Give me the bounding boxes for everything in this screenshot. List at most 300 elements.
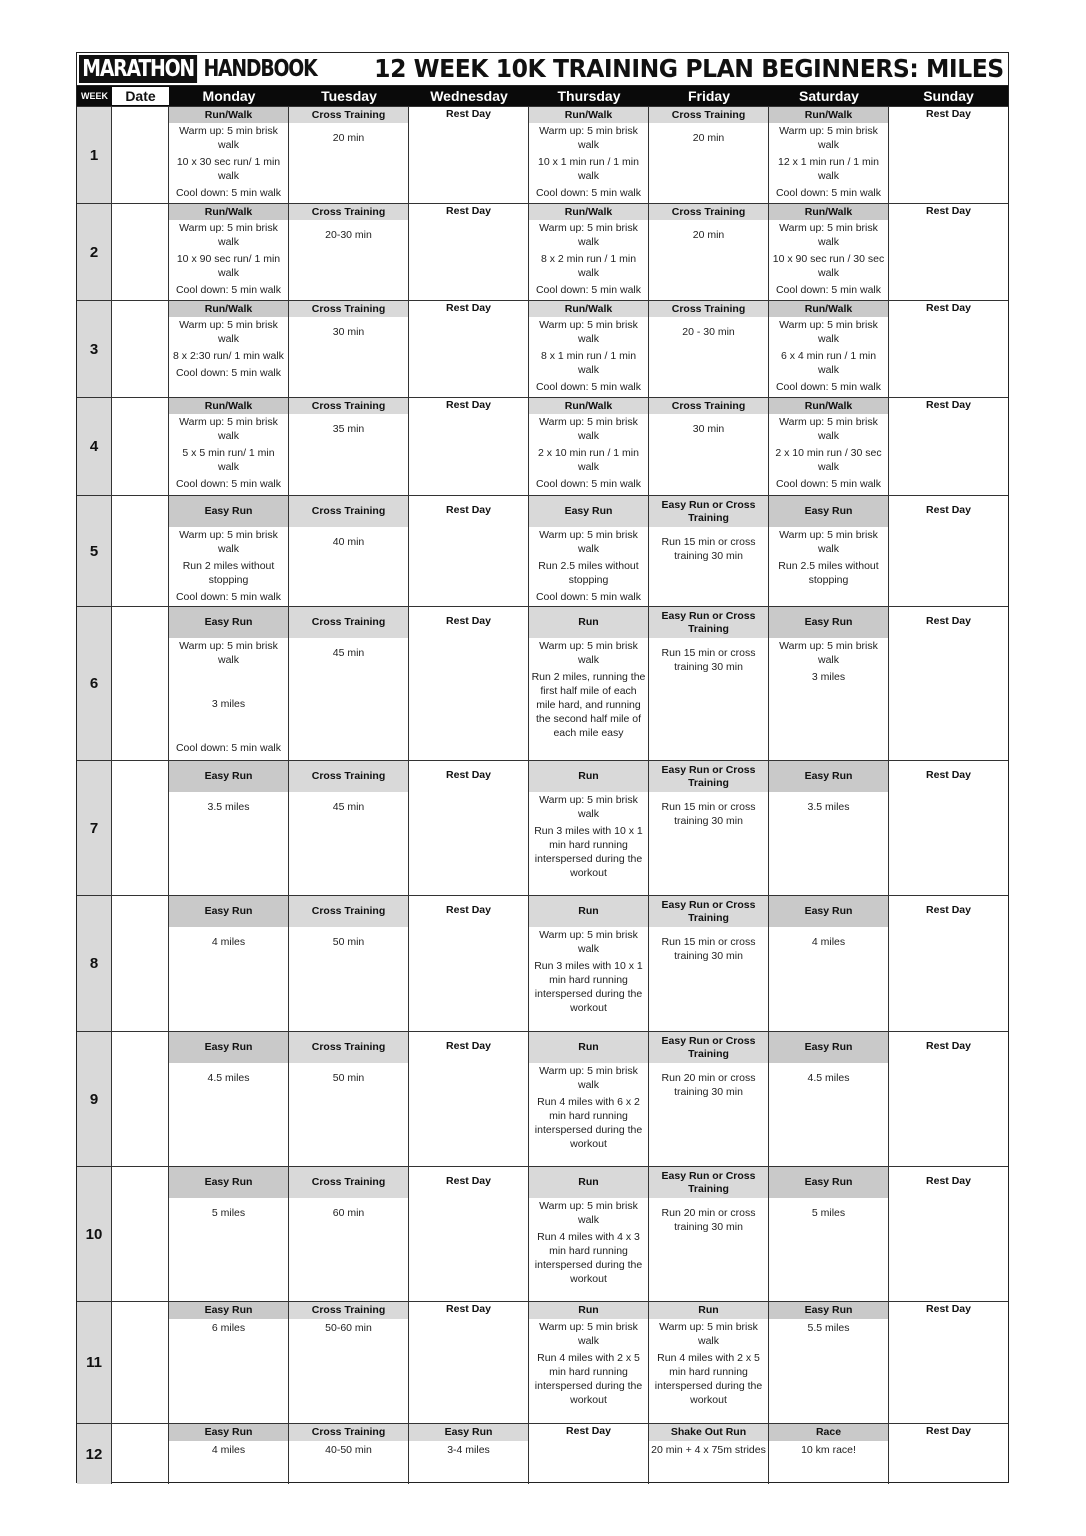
workout-detail: Run 2.5 miles without stopping	[778, 560, 879, 586]
workout-type: Cross Training	[289, 1424, 408, 1441]
cool-down-text: Cool down: 5 min walk	[535, 591, 642, 603]
warm-up-text: Warm up: 5 min brisk walk	[539, 125, 638, 151]
day-cell-monday	[169, 204, 289, 300]
warm-up-text: Warm up: 5 min brisk walk	[779, 416, 878, 442]
warm-up-text: Warm up: 5 min brisk walk	[539, 794, 638, 820]
day-cell-friday	[649, 204, 769, 300]
workout-detail: Run 20 min or cross training 30 min	[661, 1072, 756, 1098]
workout-type: Cross Training	[649, 301, 768, 317]
week-row	[77, 895, 1008, 1031]
workout-type: Easy Run or Cross Training	[649, 761, 768, 792]
day-cell-friday	[649, 607, 769, 760]
day-cell-tuesday	[289, 1302, 409, 1423]
workout-detail: Run 4 miles with 4 x 3 min hard running interspersed during the workout	[534, 1231, 643, 1285]
warm-up-text: Warm up: 5 min brisk walk	[539, 929, 638, 955]
cool-down-text: Cool down: 5 min walk	[535, 478, 642, 490]
date-cell[interactable]	[112, 896, 169, 1031]
workout-type: Run	[529, 1167, 648, 1198]
workout-detail: 6 x 4 min run / 1 min walk	[780, 350, 877, 376]
title-row	[77, 53, 1008, 86]
workout-detail: Run 3 miles with 10 x 1 min hard running interspersed during the workout	[534, 825, 643, 879]
workout-type: Run/Walk	[769, 204, 888, 220]
workout-type: Rest Day	[566, 1425, 611, 1437]
workout-type: Cross Training	[289, 107, 408, 123]
day-cell-tuesday	[289, 1032, 409, 1166]
workout-detail: 3 miles	[211, 698, 246, 710]
logo-marathon: MARATHON	[79, 55, 197, 83]
week-row	[77, 495, 1008, 606]
cool-down-text: Cool down: 5 min walk	[175, 478, 282, 490]
workout-type: Rest Day	[446, 399, 491, 411]
workout-type: Cross Training	[289, 1032, 408, 1063]
workout-type: Rest Day	[926, 399, 971, 411]
week-row	[77, 300, 1008, 397]
day-cell-tuesday	[289, 398, 409, 495]
day-cell-friday	[649, 1302, 769, 1423]
workout-type: Easy Run	[169, 1032, 288, 1063]
date-cell[interactable]	[112, 1167, 169, 1301]
workout-type: Run	[529, 607, 648, 638]
day-cell-saturday	[769, 1424, 889, 1484]
date-cell[interactable]	[112, 496, 169, 606]
day-cell-thursday	[529, 398, 649, 495]
workout-detail: Run 15 min or cross training 30 min	[661, 536, 756, 562]
workout-detail: 10 x 90 sec run/ 1 min walk	[176, 253, 281, 279]
day-cell-thursday	[529, 1302, 649, 1423]
workout-detail: 5 miles	[811, 1207, 846, 1219]
day-cell-monday	[169, 1424, 289, 1484]
day-cell-sunday	[889, 301, 1008, 397]
day-cell-thursday	[529, 761, 649, 895]
warm-up-text: Warm up: 5 min brisk walk	[539, 222, 638, 248]
workout-detail: 40-50 min	[325, 1444, 372, 1456]
workout-type: Easy Run or Cross Training	[649, 896, 768, 927]
day-cell-saturday	[769, 1167, 889, 1301]
workout-type: Cross Training	[289, 301, 408, 317]
logo-handbook: HANDBOOK	[203, 56, 317, 82]
workout-detail: Run 15 min or cross training 30 min	[661, 801, 756, 827]
workout-type: Rest Day	[926, 769, 971, 781]
workout-type: Easy Run	[529, 496, 648, 527]
workout-type: Rest Day	[446, 302, 491, 314]
workout-type: Easy Run	[769, 761, 888, 792]
workout-detail: 4 miles	[211, 936, 246, 948]
week-row	[77, 397, 1008, 495]
cool-down-text: Cool down: 5 min walk	[175, 284, 282, 296]
day-cell-wednesday	[409, 1424, 529, 1484]
workout-type: Cross Training	[289, 761, 408, 792]
workout-type: Rest Day	[926, 205, 971, 217]
workout-type: Cross Training	[289, 398, 408, 414]
workout-detail: 45 min	[332, 801, 365, 813]
warm-up-text: Warm up: 5 min brisk walk	[179, 222, 278, 248]
workout-detail: Run 2.5 miles without stopping	[538, 560, 639, 586]
workout-type: Rest Day	[446, 904, 491, 916]
column-header-sunday: Sunday	[923, 88, 974, 104]
cool-down-text: Cool down: 5 min walk	[175, 742, 282, 754]
workout-type: Cross Training	[649, 204, 768, 220]
week-row	[77, 203, 1008, 300]
day-cell-friday	[649, 1167, 769, 1301]
day-cell-thursday	[529, 1424, 649, 1484]
workout-detail: Run 4 miles with 2 x 5 min hard running interspersed during the workout	[654, 1352, 763, 1406]
date-cell[interactable]	[112, 761, 169, 895]
day-cell-monday	[169, 1167, 289, 1301]
column-header-wednesday: Wednesday	[430, 88, 508, 104]
workout-detail: 5.5 miles	[807, 1322, 850, 1334]
workout-detail: Run 4 miles with 6 x 2 min hard running interspersed during the workout	[534, 1096, 643, 1150]
workout-type: Run	[529, 896, 648, 927]
day-cell-wednesday	[409, 1302, 529, 1423]
workout-type: Run	[529, 1032, 648, 1063]
warm-up-text: Warm up: 5 min brisk walk	[779, 319, 878, 345]
workout-type: Easy Run	[409, 1424, 528, 1441]
week-number: 8	[77, 896, 112, 1031]
warm-up-text: Warm up: 5 min brisk walk	[779, 640, 878, 666]
week-number: 7	[77, 761, 112, 895]
warm-up-text: Warm up: 5 min brisk walk	[539, 319, 638, 345]
workout-type: Easy Run or Cross Training	[649, 1167, 768, 1198]
column-header-week: WEEK	[81, 91, 108, 101]
workout-type: Rest Day	[446, 615, 491, 627]
date-cell[interactable]	[112, 107, 169, 203]
workout-type: Rest Day	[926, 615, 971, 627]
workout-detail: 40 min	[332, 536, 365, 548]
day-cell-sunday	[889, 1424, 1008, 1484]
week-row	[77, 1423, 1008, 1484]
workout-detail: 10 x 1 min run / 1 min walk	[538, 156, 639, 182]
day-cell-friday	[649, 1032, 769, 1166]
week-number: 4	[77, 398, 112, 495]
workout-detail: 10 km race!	[801, 1444, 856, 1456]
day-cell-friday	[649, 1424, 769, 1484]
workout-type: Rest Day	[926, 504, 971, 516]
column-header-tuesday: Tuesday	[321, 88, 377, 104]
workout-detail: 20 min	[692, 229, 725, 241]
workout-type: Run/Walk	[529, 204, 648, 220]
warm-up-text: Warm up: 5 min brisk walk	[779, 222, 878, 248]
cool-down-text: Cool down: 5 min walk	[175, 591, 282, 603]
workout-detail: 20-30 min	[325, 229, 372, 241]
week-row	[77, 760, 1008, 895]
day-cell-thursday	[529, 1167, 649, 1301]
workout-type: Run	[529, 1302, 648, 1319]
workout-detail: 4 miles	[211, 1444, 246, 1456]
warm-up-text: Warm up: 5 min brisk walk	[539, 1321, 638, 1347]
day-cell-friday	[649, 761, 769, 895]
cool-down-text: Cool down: 5 min walk	[775, 284, 882, 296]
workout-type: Rest Day	[446, 108, 491, 120]
day-cell-wednesday	[409, 204, 529, 300]
cool-down-text: Cool down: 5 min walk	[535, 187, 642, 199]
column-header-date: Date	[112, 87, 169, 105]
week-number: 5	[77, 496, 112, 606]
cool-down-text: Cool down: 5 min walk	[535, 381, 642, 393]
day-cell-monday	[169, 761, 289, 895]
cool-down-text: Cool down: 5 min walk	[775, 478, 882, 490]
workout-type: Run/Walk	[169, 204, 288, 220]
workout-detail: Run 2 miles without stopping	[182, 560, 275, 586]
day-cell-wednesday	[409, 607, 529, 760]
week-row	[77, 1166, 1008, 1301]
workout-detail: 30 min	[692, 423, 725, 435]
column-header-monday: Monday	[202, 88, 256, 104]
workout-detail: 8 x 1 min run / 1 min walk	[540, 350, 637, 376]
date-cell[interactable]	[112, 1424, 169, 1484]
workout-detail: 60 min	[332, 1207, 365, 1219]
cool-down-text: Cool down: 5 min walk	[175, 367, 282, 379]
day-cell-monday	[169, 607, 289, 760]
workout-type: Rest Day	[926, 1303, 971, 1315]
workout-type: Cross Training	[649, 398, 768, 414]
day-cell-friday	[649, 896, 769, 1031]
day-cell-sunday	[889, 496, 1008, 606]
day-cell-wednesday	[409, 761, 529, 895]
week-number: 1	[77, 107, 112, 203]
workout-type: Run	[649, 1302, 768, 1319]
week-number: 11	[77, 1302, 112, 1423]
day-cell-tuesday	[289, 204, 409, 300]
day-cell-sunday	[889, 1167, 1008, 1301]
workout-type: Cross Training	[289, 1302, 408, 1319]
day-cell-saturday	[769, 496, 889, 606]
workout-type: Rest Day	[926, 1040, 971, 1052]
day-cell-tuesday	[289, 607, 409, 760]
workout-detail: 3 miles	[811, 671, 846, 683]
workout-detail: 20 - 30 min	[682, 326, 735, 338]
workout-detail: 50 min	[332, 1072, 365, 1084]
day-cell-saturday	[769, 896, 889, 1031]
workout-type: Rest Day	[446, 205, 491, 217]
workout-detail: 6 miles	[211, 1322, 246, 1334]
workout-detail: 3.5 miles	[207, 801, 250, 813]
workout-type: Easy Run or Cross Training	[649, 607, 768, 638]
warm-up-text: Warm up: 5 min brisk walk	[179, 529, 278, 555]
day-cell-wednesday	[409, 301, 529, 397]
workout-type: Easy Run	[769, 1302, 888, 1319]
workout-type: Rest Day	[926, 108, 971, 120]
date-cell[interactable]	[112, 1302, 169, 1423]
workout-type: Run/Walk	[769, 398, 888, 414]
warm-up-text: Warm up: 5 min brisk walk	[539, 529, 638, 555]
workout-type: Rest Day	[926, 904, 971, 916]
day-cell-monday	[169, 1032, 289, 1166]
workout-detail: Run 15 min or cross training 30 min	[661, 936, 756, 962]
workout-detail: 8 x 2 min run / 1 min walk	[540, 253, 637, 279]
workout-type: Cross Training	[289, 896, 408, 927]
day-cell-saturday	[769, 398, 889, 495]
workout-type: Rest Day	[446, 1040, 491, 1052]
workout-type: Cross Training	[289, 607, 408, 638]
workout-type: Run/Walk	[529, 398, 648, 414]
cool-down-text: Cool down: 5 min walk	[175, 187, 282, 199]
day-cell-wednesday	[409, 107, 529, 203]
workout-detail: 4.5 miles	[807, 1072, 850, 1084]
workout-type: Cross Training	[289, 204, 408, 220]
day-cell-friday	[649, 398, 769, 495]
workout-detail: 10 x 30 sec run/ 1 min walk	[176, 156, 281, 182]
warm-up-text: Warm up: 5 min brisk walk	[539, 1200, 638, 1226]
workout-type: Run/Walk	[769, 107, 888, 123]
workout-type: Run	[529, 761, 648, 792]
day-cell-tuesday	[289, 496, 409, 606]
day-cell-saturday	[769, 107, 889, 203]
date-cell[interactable]	[112, 301, 169, 397]
day-cell-wednesday	[409, 1167, 529, 1301]
workout-type: Easy Run or Cross Training	[649, 1032, 768, 1063]
workout-detail: 4.5 miles	[207, 1072, 250, 1084]
column-header-friday: Friday	[687, 88, 730, 104]
workout-detail: 50 min	[332, 936, 365, 948]
day-cell-wednesday	[409, 896, 529, 1031]
workout-type: Easy Run	[769, 607, 888, 638]
workout-type: Run/Walk	[529, 301, 648, 317]
workout-detail: 20 min + 4 x 75m strides	[651, 1444, 766, 1456]
day-cell-saturday	[769, 1032, 889, 1166]
date-cell[interactable]	[112, 607, 169, 760]
workout-detail: 3-4 miles	[447, 1444, 490, 1456]
day-cell-monday	[169, 398, 289, 495]
day-cell-friday	[649, 301, 769, 397]
day-cell-wednesday	[409, 398, 529, 495]
week-row	[77, 1031, 1008, 1166]
workout-type: Easy Run	[169, 1167, 288, 1198]
date-cell[interactable]	[112, 1032, 169, 1166]
warm-up-text: Warm up: 5 min brisk walk	[179, 640, 278, 666]
workout-detail: 12 x 1 min run / 1 min walk	[778, 156, 879, 182]
day-cell-tuesday	[289, 301, 409, 397]
workout-detail: 8 x 2:30 run/ 1 min walk	[173, 350, 284, 362]
day-cell-monday	[169, 107, 289, 203]
day-cell-sunday	[889, 1032, 1008, 1166]
week-number: 3	[77, 301, 112, 397]
workout-type: Easy Run or Cross Training	[649, 496, 768, 527]
workout-type: Rest Day	[926, 302, 971, 314]
workout-detail: Run 2 miles, running the first half mile of each mile hard, and running the second half mile of each mile easy	[531, 671, 646, 739]
workout-detail: 50-60 min	[325, 1322, 372, 1334]
day-cell-monday	[169, 301, 289, 397]
warm-up-text: Warm up: 5 min brisk walk	[179, 416, 278, 442]
workout-detail: 35 min	[332, 423, 365, 435]
warm-up-text: Warm up: 5 min brisk walk	[779, 125, 878, 151]
workout-type: Rest Day	[926, 1175, 971, 1187]
date-cell[interactable]	[112, 204, 169, 300]
day-cell-thursday	[529, 1032, 649, 1166]
day-cell-wednesday	[409, 496, 529, 606]
workout-type: Easy Run	[769, 496, 888, 527]
day-cell-friday	[649, 496, 769, 606]
workout-type: Run/Walk	[169, 301, 288, 317]
day-cell-wednesday	[409, 1032, 529, 1166]
warm-up-text: Warm up: 5 min brisk walk	[179, 125, 278, 151]
day-cell-tuesday	[289, 1167, 409, 1301]
day-cell-tuesday	[289, 761, 409, 895]
workout-detail: 2 x 10 min run / 1 min walk	[538, 447, 639, 473]
day-cell-sunday	[889, 107, 1008, 203]
date-cell[interactable]	[112, 398, 169, 495]
warm-up-text: Warm up: 5 min brisk walk	[779, 529, 878, 555]
week-number: 2	[77, 204, 112, 300]
workout-type: Easy Run	[169, 607, 288, 638]
workout-detail: 30 min	[332, 326, 365, 338]
week-row	[77, 1301, 1008, 1423]
column-header-saturday: Saturday	[799, 88, 859, 104]
workout-type: Cross Training	[289, 496, 408, 527]
day-cell-saturday	[769, 1302, 889, 1423]
workout-type: Easy Run	[769, 1032, 888, 1063]
week-row	[77, 606, 1008, 760]
day-cell-thursday	[529, 204, 649, 300]
workout-type: Race	[769, 1424, 888, 1441]
warm-up-text: Warm up: 5 min brisk walk	[659, 1321, 758, 1347]
cool-down-text: Cool down: 5 min walk	[775, 381, 882, 393]
warm-up-text: Warm up: 5 min brisk walk	[179, 319, 278, 345]
workout-type: Easy Run	[169, 1302, 288, 1319]
week-row	[77, 106, 1008, 203]
warm-up-text: Warm up: 5 min brisk walk	[539, 1065, 638, 1091]
day-cell-saturday	[769, 204, 889, 300]
week-number: 12	[77, 1424, 112, 1484]
workout-type: Rest Day	[926, 1425, 971, 1437]
workout-type: Rest Day	[446, 504, 491, 516]
day-cell-thursday	[529, 496, 649, 606]
workout-detail: 20 min	[692, 132, 725, 144]
workout-type: Run/Walk	[169, 107, 288, 123]
day-cell-thursday	[529, 107, 649, 203]
workout-type: Rest Day	[446, 769, 491, 781]
column-header-thursday: Thursday	[557, 88, 621, 104]
day-cell-saturday	[769, 761, 889, 895]
workout-detail: 20 min	[332, 132, 365, 144]
workout-detail: 4 miles	[811, 936, 846, 948]
training-plan-sheet	[76, 52, 1009, 1483]
day-cell-monday	[169, 1302, 289, 1423]
workout-type: Easy Run	[169, 496, 288, 527]
workout-detail: Run 20 min or cross training 30 min	[661, 1207, 756, 1233]
day-cell-sunday	[889, 607, 1008, 760]
day-cell-tuesday	[289, 896, 409, 1031]
week-number: 10	[77, 1167, 112, 1301]
workout-detail: 2 x 10 min run / 30 sec walk	[775, 447, 882, 473]
week-number: 9	[77, 1032, 112, 1166]
day-cell-saturday	[769, 301, 889, 397]
workout-type: Easy Run	[769, 1167, 888, 1198]
day-cell-sunday	[889, 761, 1008, 895]
workout-detail: Run 4 miles with 2 x 5 min hard running interspersed during the workout	[534, 1352, 643, 1406]
day-cell-thursday	[529, 896, 649, 1031]
day-cell-sunday	[889, 1302, 1008, 1423]
workout-detail: Run 15 min or cross training 30 min	[661, 647, 756, 673]
day-cell-monday	[169, 896, 289, 1031]
week-number: 6	[77, 607, 112, 760]
day-cell-tuesday	[289, 1424, 409, 1484]
day-cell-saturday	[769, 607, 889, 760]
day-cell-thursday	[529, 301, 649, 397]
marathon-handbook-logo	[79, 55, 345, 83]
day-cell-sunday	[889, 204, 1008, 300]
cool-down-text: Cool down: 5 min walk	[775, 187, 882, 199]
warm-up-text: Warm up: 5 min brisk walk	[539, 640, 638, 666]
workout-type: Run/Walk	[529, 107, 648, 123]
workout-type: Easy Run	[769, 896, 888, 927]
cool-down-text: Cool down: 5 min walk	[535, 284, 642, 296]
warm-up-text: Warm up: 5 min brisk walk	[539, 416, 638, 442]
day-cell-tuesday	[289, 107, 409, 203]
workout-type: Shake Out Run	[649, 1424, 768, 1441]
workout-detail: Run 3 miles with 10 x 1 min hard running interspersed during the workout	[534, 960, 643, 1014]
workout-type: Run/Walk	[769, 301, 888, 317]
workout-type: Cross Training	[289, 1167, 408, 1198]
